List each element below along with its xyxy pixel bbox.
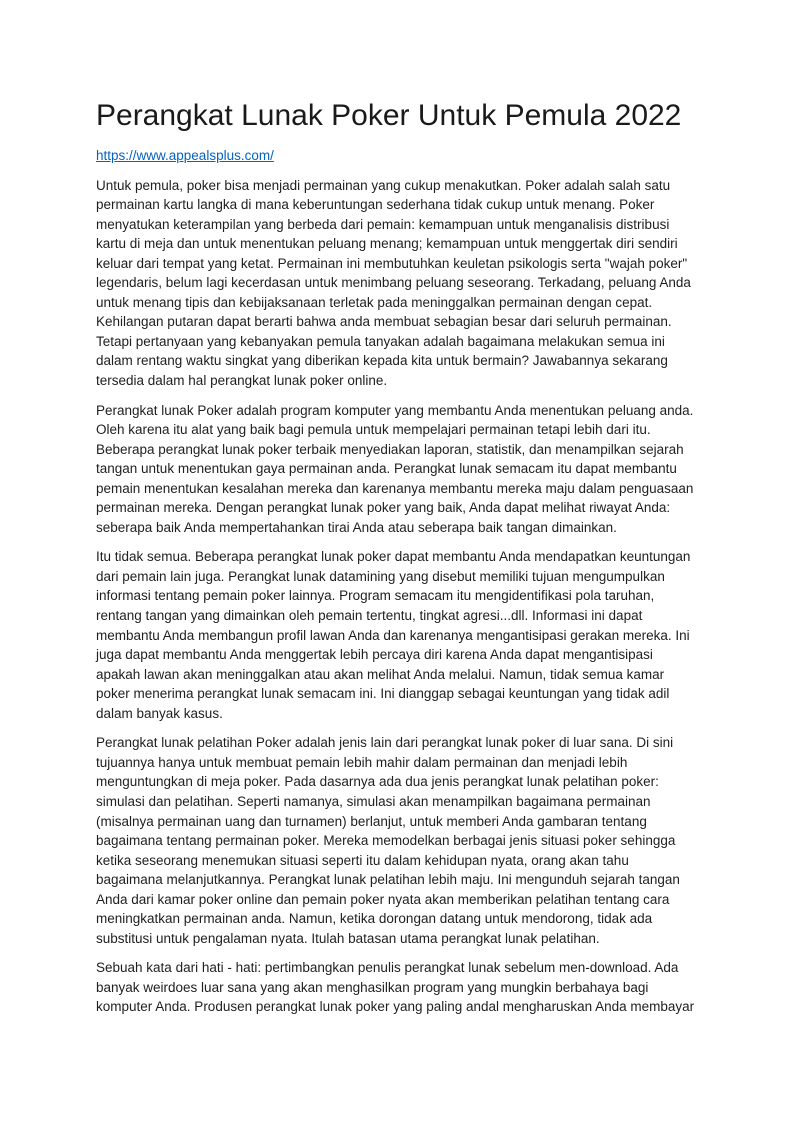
document-body [96, 176, 699, 1017]
document-page [96, 96, 699, 1027]
paragraph-2: Perangkat lunak Poker adalah program komputer yang membantu Anda menentukan peluang anda. Oleh karena itu alat yang baik bagi pemula untuk mempelajari permainan tetapi lebih dari itu. Beberapa perangkat lunak poker terbaik menyediakan laporan, statistik, dan menampilkan sejarah tangan untuk menentukan gaya permainan anda. Perangkat lunak semacam itu dapat membantu pemain menentukan kesalahan mereka dan karenanya membantu mereka maju dalam penguasaan permainan mereka. Dengan perangkat lunak poker yang baik, Anda dapat melihat riwayat Anda: seberapa baik Anda mempertahankan tirai Anda atau seberapa baik tangan dimainkan. [96, 402, 694, 535]
source-link[interactable]: https://www.appealsplus.com/ [96, 148, 274, 163]
paragraph-3: Itu tidak semua. Beberapa perangkat lunak poker dapat membantu Anda mendapatkan keuntungan dari pemain lain juga. Perangkat lunak datamining yang disebut memiliki tujuan mengumpulkan informasi tentang pemain poker lainnya. Program semacam itu mengidentifikasi pola taruhan, rentang tangan yang dimainkan oleh pemain tertentu, tingkat agresi...dll. Informasi ini dapat membantu Anda membangun profil lawan Anda dan karenanya mengantisipasi gerakan mereka. Ini juga dapat membantu Anda menggertak lebih percaya diri karena Anda dapat mengantisipasi apakah lawan akan meninggalkan atau akan melihat Anda melalui. Namun, tidak semua kamar poker menerima perangkat lunak semacam ini. Ini dianggap sebagai keuntungan yang tidak adil dalam banyak kasus. [96, 549, 691, 721]
paragraph-4: Perangkat lunak pelatihan Poker adalah jenis lain dari perangkat lunak poker di luar sana. Di sini tujuannya hanya untuk membuat pemain lebih mahir dalam permainan dan menjadi lebih menguntungkan di meja poker. Pada dasarnya ada dua jenis perangkat lunak pelatihan poker: simulasi dan pelatihan. Seperti namanya, simulasi akan menampilkan bagaimana permainan (misalnya permainan uang dan turnamen) berlanjut, untuk memberi Anda gambaran tentang bagaimana tentang permainan poker. Mereka memodelkan berbagai jenis situasi poker sehingga ketika seseorang menemukan situasi seperti itu dalam kehidupan nyata, orang akan tahu bagaimana melanjutkannya. Perangkat lunak pelatihan lebih maju. Ini mengunduh sejarah tangan Anda dari kamar poker online dan pemain poker nyata akan memberikan pelatihan tentang cara meningkatkan permainan anda. Namun, ketika dorongan datang untuk mendorong, tidak ada substitusi untuk pengalaman nyata. Itulah batasan utama perangkat lunak pelatihan. [96, 735, 680, 946]
paragraph-1: Untuk pemula, poker bisa menjadi permainan yang cukup menakutkan. Poker adalah salah satu permainan kartu langka di mana keberuntungan sederhana tidak cukup untuk menang. Poker menyatukan keterampilan yang berbeda dari pemain: kemampuan untuk menganalisis distribusi kartu di meja dan untuk menentukan peluang menang; kemampuan untuk menggertak diri sendiri keluar dari tempat yang ketat. Permainan ini membutuhkan keuletan psikologis serta "wajah poker" legendaris, belum lagi kecerdasan untuk menimbang peluang seseorang. Terkadang, peluang Anda untuk menang tipis dan kebijaksanaan terletak pada meninggalkan permainan dengan cepat. Kehilangan putaran dapat berarti bahwa anda membuat sebagian besar dari seluruh permainan. Tetapi pertanyaan yang kebanyakan pemula tanyakan adalah bagaimana melakukan semua ini dalam rentang waktu singkat yang diberikan kepada kita untuk bermain? Jawabannya sekarang tersedia dalam hal perangkat lunak poker online. [96, 177, 691, 389]
paragraph-5: Sebuah kata dari hati - hati: pertimbangkan penulis perangkat lunak sebelum men-download. Ada banyak weirdoes luar sana yang akan menghasilkan program yang mungkin berbahaya bagi komputer Anda. Produsen perangkat lunak poker yang paling andal mengharuskan Anda membayar [96, 960, 695, 1015]
document-title: Perangkat Lunak Poker Untuk Pemula 2022 [96, 99, 682, 132]
